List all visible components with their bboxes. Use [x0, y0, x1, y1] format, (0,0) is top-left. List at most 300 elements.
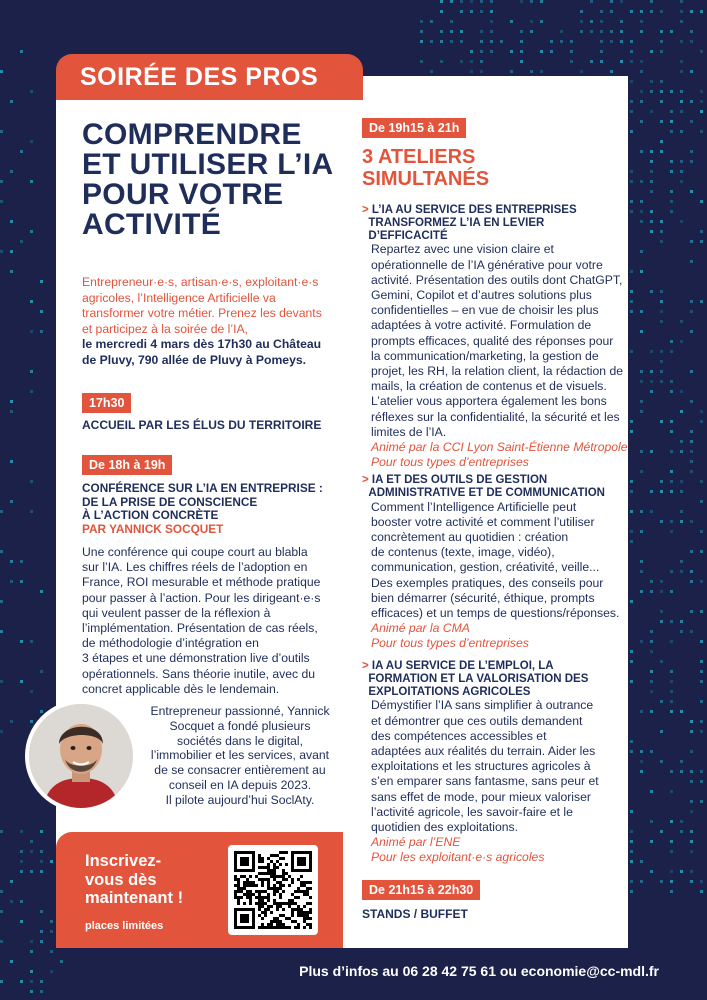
qr-module [294, 908, 297, 911]
background-dot [680, 170, 683, 173]
intro-line: Entrepreneur·e·s, artisan·e·s, exploitant·e·s [82, 275, 319, 289]
qr-module [279, 902, 282, 905]
workshop-title [362, 474, 628, 500]
qr-module [261, 872, 264, 875]
background-dot [10, 900, 13, 903]
qr-module [306, 893, 309, 896]
background-dot [40, 310, 43, 313]
qr-module [258, 902, 261, 905]
background-dot [650, 160, 653, 163]
qr-module [291, 908, 294, 911]
background-dot [650, 750, 653, 753]
background-dot [490, 30, 493, 33]
qr-module [279, 884, 282, 887]
background-dot [50, 950, 53, 953]
background-dot [20, 50, 23, 53]
text-line: projet, les RH, la relation client, la rédaction de [371, 364, 624, 379]
qr-module [261, 857, 264, 860]
background-dot [650, 150, 653, 153]
limited-seats-label: places limitées [85, 920, 164, 932]
qr-module [273, 869, 276, 872]
background-dot [630, 170, 633, 173]
background-dot [670, 850, 673, 853]
qr-module [282, 908, 285, 911]
qr-module [270, 854, 273, 857]
qr-module [267, 923, 270, 926]
background-dot [660, 380, 663, 383]
qr-module [258, 857, 261, 860]
qr-module [267, 869, 270, 872]
background-dot [630, 40, 633, 43]
background-dot [550, 50, 553, 53]
background-dot [660, 700, 663, 703]
qr-module [306, 914, 309, 917]
qr-module [285, 902, 288, 905]
qr-module [246, 896, 249, 899]
qr-module [264, 872, 267, 875]
background-dot [10, 720, 13, 723]
background-dot [630, 210, 633, 213]
background-dot [660, 290, 663, 293]
qr-module [258, 866, 261, 869]
background-dot [690, 30, 693, 33]
background-dot [590, 30, 593, 33]
background-dot [650, 80, 653, 83]
qr-module [291, 893, 294, 896]
background-dot [640, 710, 643, 713]
background-dot [680, 630, 683, 633]
text-line: 3 étapes et une démonstration live d’outils [82, 651, 310, 666]
background-dot [660, 240, 663, 243]
qr-module [246, 881, 249, 884]
qr-module [270, 920, 273, 923]
background-dot [510, 70, 513, 73]
qr-module [237, 887, 240, 890]
background-dot [670, 430, 673, 433]
background-dot [10, 960, 13, 963]
qr-module [273, 875, 276, 878]
closing-time-badge: De 21h15 à 22h30 [362, 880, 480, 900]
qr-code-graphic [234, 851, 312, 929]
background-dot [20, 900, 23, 903]
welcome-label: ACCUEIL PAR LES ÉLUS DU TERRITOIRE [82, 418, 322, 432]
background-dot [670, 340, 673, 343]
background-dot [690, 520, 693, 523]
background-dot [700, 770, 703, 773]
background-dot [680, 40, 683, 43]
background-dot [40, 710, 43, 713]
background-dot [670, 880, 673, 883]
background-dot [630, 10, 633, 13]
background-dot [670, 570, 673, 573]
background-dot [620, 0, 623, 3]
chevron-right-icon: > [362, 660, 369, 672]
qr-module [261, 881, 264, 884]
background-dot [640, 180, 643, 183]
background-dot [660, 300, 663, 303]
background-dot [680, 220, 683, 223]
qr-finder [297, 857, 306, 866]
workshop-3 [362, 660, 628, 866]
background-dot [660, 10, 663, 13]
qr-module [261, 884, 264, 887]
background-dot [690, 400, 693, 403]
background-dot [630, 130, 633, 133]
background-dot [630, 530, 633, 533]
qr-module [243, 884, 246, 887]
qr-module [267, 908, 270, 911]
background-dot [640, 570, 643, 573]
workshop-title-line: D’EFFICACITÉ [368, 229, 448, 242]
background-dot [600, 20, 603, 23]
background-dot [650, 210, 653, 213]
background-dot [0, 180, 3, 183]
qr-module [258, 893, 261, 896]
background-dot [640, 10, 643, 13]
background-dot [620, 30, 623, 33]
background-dot [640, 640, 643, 643]
qr-module [282, 902, 285, 905]
workshop-title-line: L’IA AU SERVICE DES ENTREPRISES [371, 204, 577, 216]
text-line: France, ROI mesurable et méthode pratique [82, 575, 321, 590]
event-date-place: le mercredi 4 mars dès 17h30 au Château [82, 337, 322, 352]
background-dot [670, 190, 673, 193]
workshop-host: Animé par la CCI Lyon Saint-Étienne Métropole [371, 440, 628, 455]
background-dot [660, 230, 663, 233]
background-dot [670, 770, 673, 773]
text-line: de contenus (texte, image, vidéo), [371, 545, 555, 560]
background-dot [590, 0, 593, 3]
background-dot [630, 490, 633, 493]
qr-module [273, 887, 276, 890]
qr-module [291, 911, 294, 914]
qr-module [276, 866, 279, 869]
background-dot [490, 10, 493, 13]
background-dot [650, 170, 653, 173]
text-line: s’en emparer sans fantasme, sans peur et [371, 774, 599, 789]
qr-module [285, 863, 288, 866]
qr-module [303, 917, 306, 920]
background-dot [700, 10, 703, 13]
background-dot [660, 320, 663, 323]
text-line: Il pilote aujourd’hui SoclAty. [165, 792, 315, 807]
qr-module [261, 896, 264, 899]
background-dot [640, 560, 643, 563]
background-dot [700, 680, 703, 683]
qr-module [279, 893, 282, 896]
title-line: POUR VOTRE [82, 178, 284, 211]
background-dot [680, 60, 683, 63]
background-dot [690, 580, 693, 583]
background-dot [640, 450, 643, 453]
qr-module [309, 917, 312, 920]
qr-module [291, 902, 294, 905]
background-dot [690, 430, 693, 433]
text-line: et démontrer que ces outils demandent [371, 713, 583, 728]
qr-module [279, 851, 282, 854]
qr-module [297, 923, 300, 926]
background-dot [700, 550, 703, 553]
background-dot [640, 220, 643, 223]
background-dot [650, 670, 653, 673]
qr-module [273, 854, 276, 857]
background-dot [10, 170, 13, 173]
background-dot [470, 60, 473, 63]
background-dot [690, 440, 693, 443]
background-dot [700, 50, 703, 53]
background-dot [20, 860, 23, 863]
background-dot [700, 580, 703, 583]
background-dot [660, 620, 663, 623]
qr-module [276, 923, 279, 926]
qr-module [240, 887, 243, 890]
qr-module [261, 866, 264, 869]
background-dot [690, 830, 693, 833]
background-dot [660, 50, 663, 53]
title-line: ET UTILISER L’IA [82, 148, 334, 181]
workshops-heading [362, 146, 489, 190]
background-dot [650, 370, 653, 373]
speaker-portrait [25, 700, 137, 812]
qr-module [267, 872, 270, 875]
qr-module [276, 902, 279, 905]
background-dot [700, 300, 703, 303]
background-dot [600, 60, 603, 63]
background-dot [510, 50, 513, 53]
background-dot [610, 10, 613, 13]
background-dot [690, 240, 693, 243]
background-dot [690, 550, 693, 553]
background-dot [590, 60, 593, 63]
qr-module [309, 911, 312, 914]
qr-code[interactable] [228, 845, 318, 935]
background-dot [660, 80, 663, 83]
background-dot [680, 410, 683, 413]
text-line: booster votre activité et comment l’utiliser [371, 514, 595, 529]
qr-module [273, 890, 276, 893]
qr-module [303, 884, 306, 887]
background-dot [650, 820, 653, 823]
qr-finder [240, 857, 249, 866]
qr-module [261, 878, 264, 881]
qr-module [306, 881, 309, 884]
qr-module [270, 860, 273, 863]
background-dot [690, 780, 693, 783]
background-dot [700, 110, 703, 113]
background-dot [610, 70, 613, 73]
background-dot [700, 890, 703, 893]
background-dot [0, 680, 3, 683]
qr-module [291, 881, 294, 884]
background-dot [650, 690, 653, 693]
qr-module [309, 887, 312, 890]
background-dot [690, 460, 693, 463]
qr-module [282, 923, 285, 926]
background-dot [480, 60, 483, 63]
workshop-description [362, 242, 628, 440]
background-dot [0, 630, 3, 633]
text-line: quotidien des exploitations. [371, 820, 519, 835]
qr-module [258, 878, 261, 881]
background-dot [40, 910, 43, 913]
background-dot [30, 940, 33, 943]
qr-module [249, 899, 252, 902]
background-dot [630, 290, 633, 293]
background-dot [30, 90, 33, 93]
background-dot [10, 560, 13, 563]
text-line: sur l’IA. Les chiffres réels de l’adoption en [82, 560, 308, 575]
background-dot [700, 240, 703, 243]
qr-module [291, 899, 294, 902]
background-dot [480, 50, 483, 53]
background-dot [690, 730, 693, 733]
background-dot [670, 590, 673, 593]
qr-module [264, 926, 267, 929]
background-dot [650, 380, 653, 383]
text-line: Des exemples pratiques, des conseils pour [371, 575, 604, 590]
intro-line: agricoles, l’Intelligence Artificielle va [82, 290, 276, 305]
background-dot [640, 270, 643, 273]
background-dot [650, 90, 653, 93]
background-dot [630, 110, 633, 113]
background-dot [660, 40, 663, 43]
background-dot [700, 800, 703, 803]
background-dot [30, 480, 33, 483]
background-dot [640, 770, 643, 773]
background-dot [0, 70, 3, 73]
background-dot [640, 370, 643, 373]
qr-module [243, 875, 246, 878]
background-dot [600, 10, 603, 13]
background-dot [30, 230, 33, 233]
qr-module [267, 863, 270, 866]
background-dot [420, 60, 423, 63]
background-dot [690, 40, 693, 43]
background-dot [0, 250, 3, 253]
background-dot [660, 830, 663, 833]
qr-module [255, 896, 258, 899]
qr-module [264, 902, 267, 905]
qr-module [279, 905, 282, 908]
qr-module [267, 905, 270, 908]
workshop-2 [362, 474, 628, 652]
background-dot [20, 830, 23, 833]
background-dot [630, 830, 633, 833]
qr-module [276, 926, 279, 929]
qr-module [267, 899, 270, 902]
background-dot [650, 630, 653, 633]
qr-module [273, 863, 276, 866]
qr-module [267, 896, 270, 899]
text-line: qui veulent passer de la réflexion à [82, 605, 271, 620]
text-line: la communication/marketing, la gestion de [371, 348, 599, 363]
qr-module [264, 911, 267, 914]
text-line: l’immobilier et les services, avant [150, 748, 330, 763]
background-dot [660, 660, 663, 663]
qr-module [306, 890, 309, 893]
qr-module [258, 914, 261, 917]
background-dot [10, 400, 13, 403]
background-dot [50, 970, 53, 973]
background-dot [30, 390, 33, 393]
qr-module [276, 890, 279, 893]
background-dot [700, 640, 703, 643]
background-dot [630, 480, 633, 483]
background-dot [630, 840, 633, 843]
text-line: Entrepreneur passionné, Yannick [150, 704, 330, 718]
background-dot [30, 180, 33, 183]
background-dot [0, 550, 3, 553]
qr-module [309, 926, 312, 929]
qr-module [291, 878, 294, 881]
qr-module [297, 905, 300, 908]
qr-module [306, 887, 309, 890]
qr-module [300, 884, 303, 887]
qr-module [306, 911, 309, 914]
background-dot [30, 140, 33, 143]
qr-module [297, 914, 300, 917]
background-dot [680, 340, 683, 343]
cta-line: vous dès [85, 870, 157, 889]
qr-module [285, 917, 288, 920]
background-dot [680, 480, 683, 483]
background-dot [680, 100, 683, 103]
text-line: concrètement au quotidien : création [371, 530, 569, 544]
qr-module [258, 899, 261, 902]
background-dot [650, 490, 653, 493]
background-dot [550, 40, 553, 43]
background-dot [670, 690, 673, 693]
background-dot [30, 990, 33, 993]
background-dot [680, 110, 683, 113]
background-dot [670, 420, 673, 423]
background-dot [20, 560, 23, 563]
background-dot [10, 410, 13, 413]
background-dot [480, 30, 483, 33]
background-dot [630, 300, 633, 303]
qr-module [309, 896, 312, 899]
background-dot [630, 660, 633, 663]
text-line: sans effet de mode, pour mieux valoriser [371, 789, 591, 804]
qr-module [234, 896, 237, 899]
background-dot [690, 100, 693, 103]
qr-module [267, 884, 270, 887]
qr-module [261, 860, 264, 863]
background-dot [690, 450, 693, 453]
qr-module [306, 902, 309, 905]
background-dot [650, 640, 653, 643]
speaker-bio [140, 704, 340, 808]
qr-module [258, 908, 261, 911]
qr-module [276, 905, 279, 908]
background-dot [700, 420, 703, 423]
background-dot [690, 720, 693, 723]
qr-module [267, 857, 270, 860]
background-dot [490, 40, 493, 43]
qr-module [276, 908, 279, 911]
text-line: L’atelier vous apportera également les bons [371, 394, 607, 409]
background-dot [650, 220, 653, 223]
text-line: conseil en IA depuis 2023. [168, 777, 312, 792]
background-dot [630, 350, 633, 353]
qr-module [246, 878, 249, 881]
qr-module [279, 896, 282, 899]
qr-module [237, 899, 240, 902]
qr-module [270, 875, 273, 878]
background-dot [640, 30, 643, 33]
background-dot [470, 10, 473, 13]
qr-module [282, 869, 285, 872]
